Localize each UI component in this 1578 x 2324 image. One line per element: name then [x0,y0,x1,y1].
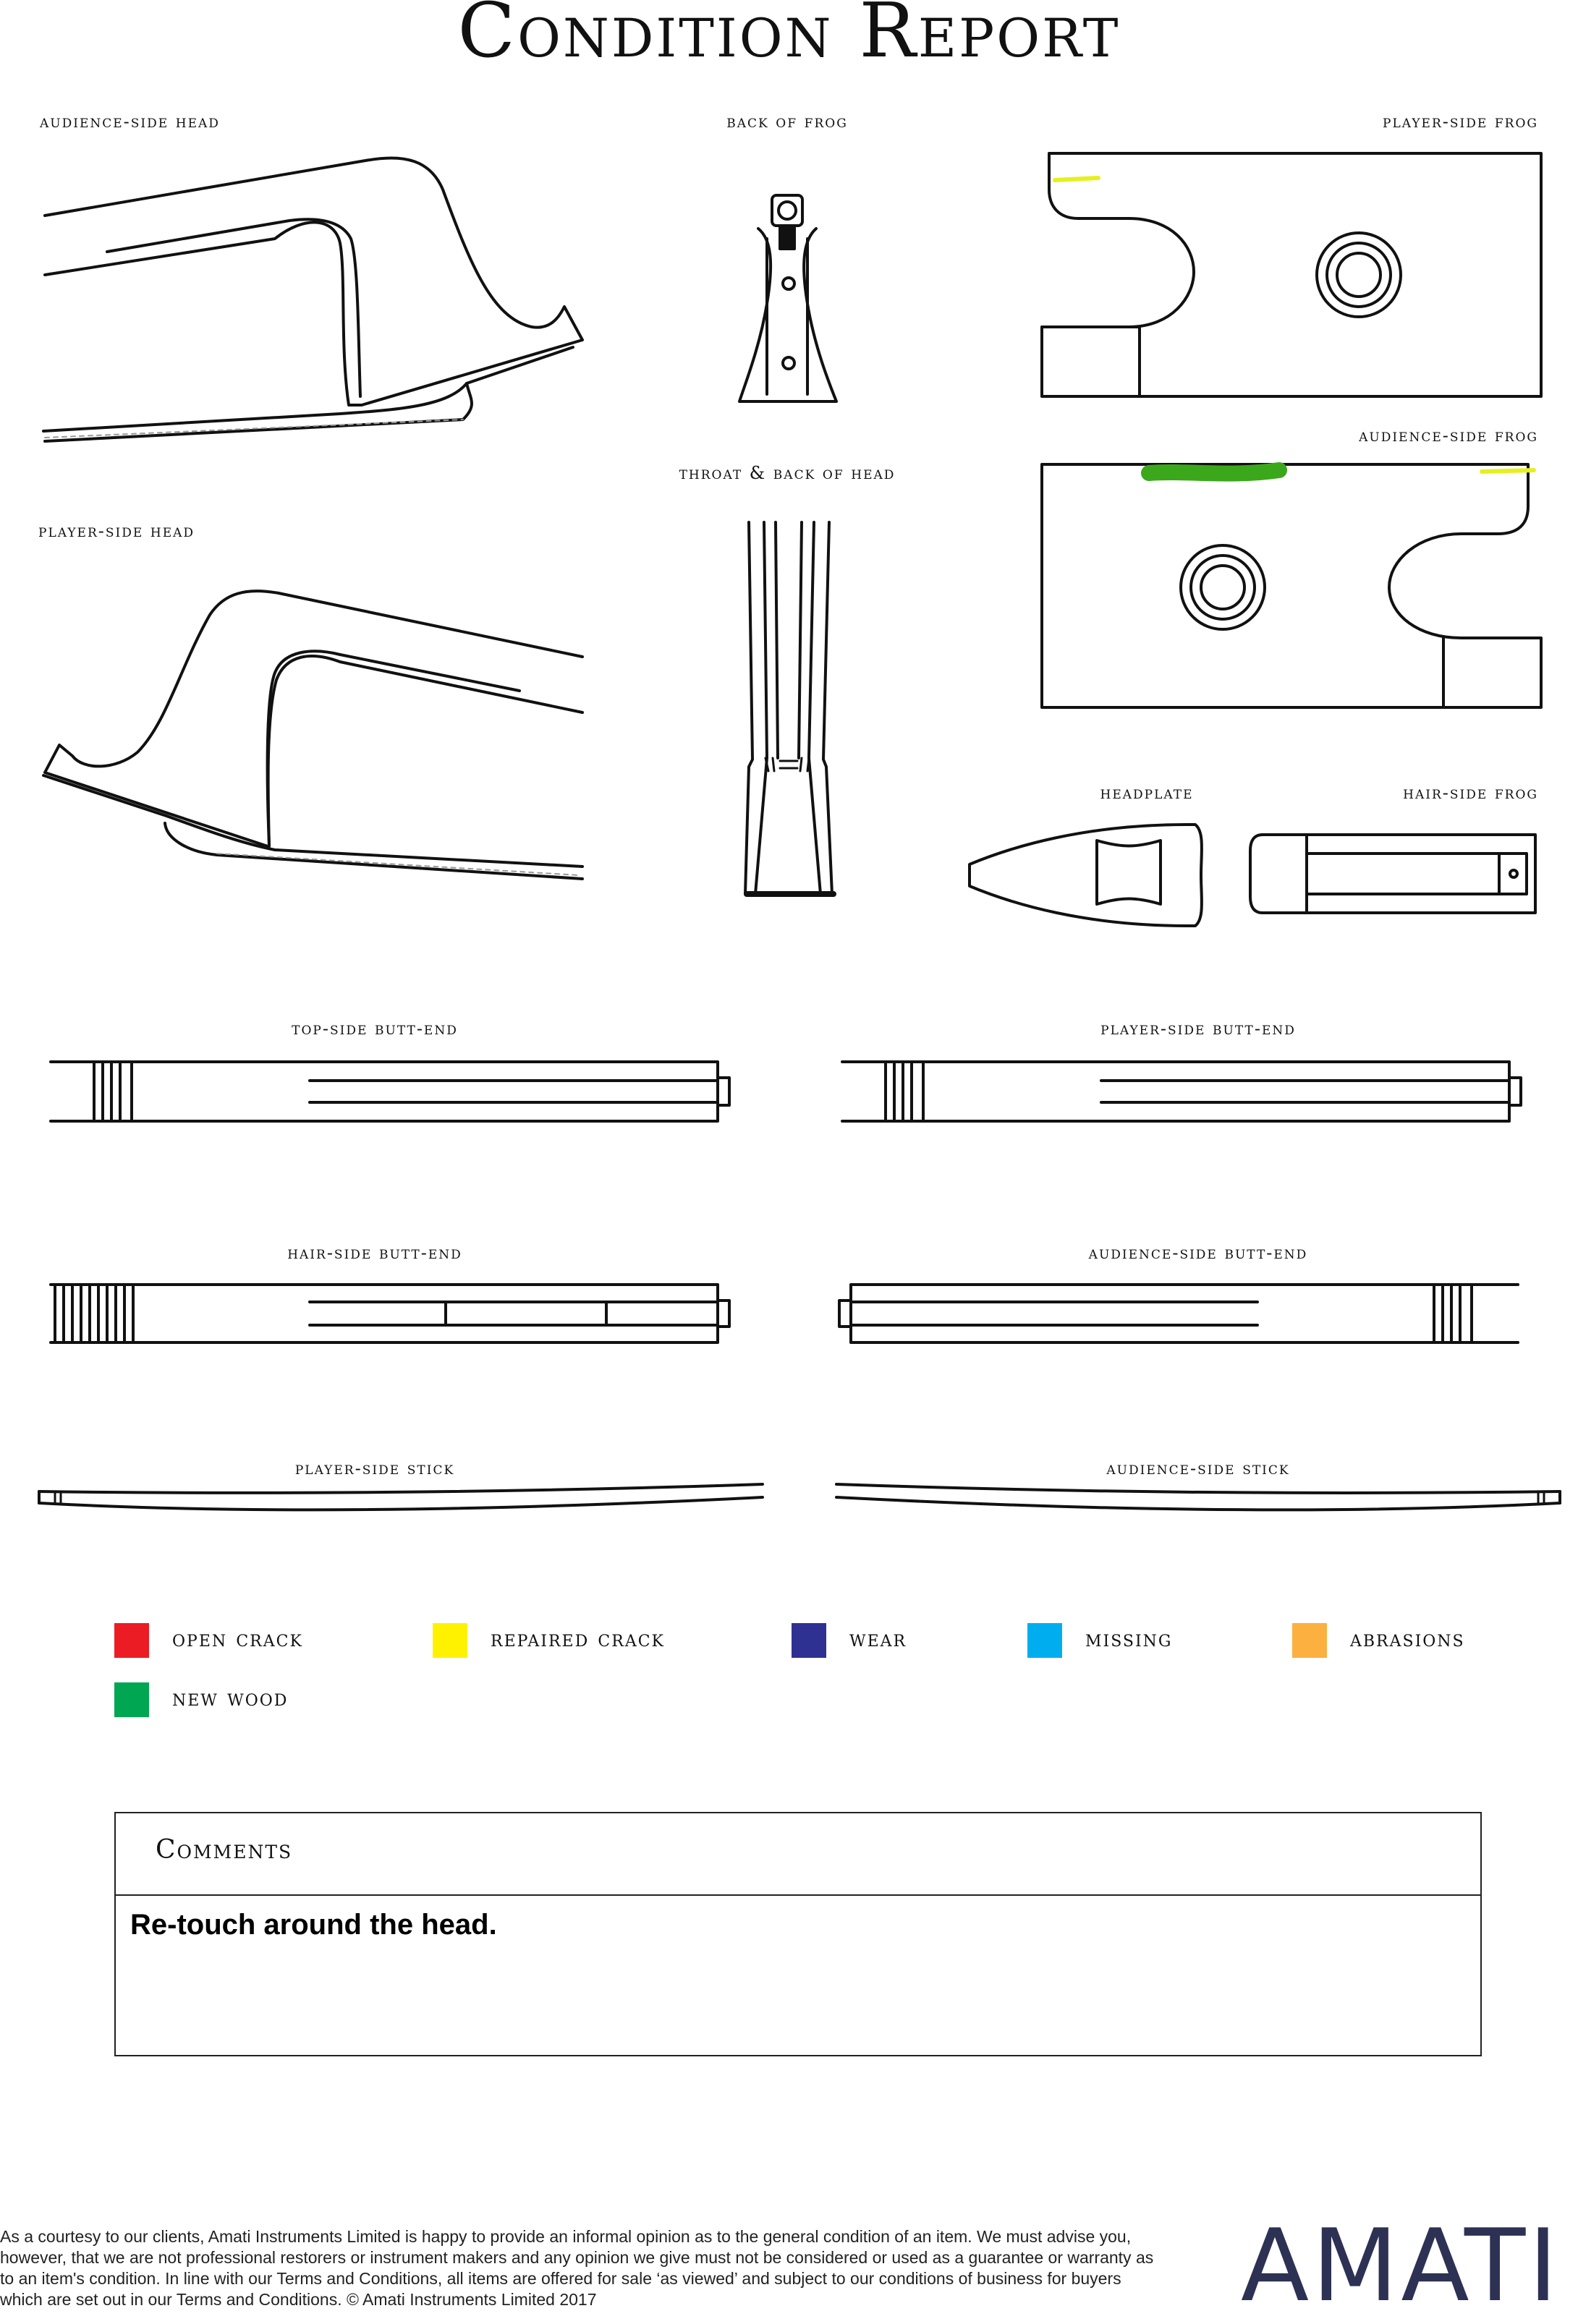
label-hair-side-frog: hair-side frog [1403,783,1538,803]
legend-swatch-repaired-crack [433,1623,467,1658]
audience-side-frog-drawing [1042,464,1541,707]
player-side-head-drawing [43,591,582,879]
legend-swatch-missing [1027,1623,1062,1658]
amati-logo: AMATI [1240,2208,1561,2324]
top-side-butt-end-drawing [51,1062,729,1121]
legend-label-abrasions: abrasions [1350,1625,1465,1652]
label-hair-side-butt-end: hair-side butt-end [287,1243,462,1263]
legend-swatch-wear [792,1623,826,1658]
label-throat-back-of-head: throat & back of head [679,463,896,483]
throat-back-of-head-drawing [745,522,833,894]
legend-label-wear: wear [849,1625,907,1652]
label-audience-side-frog: audience-side frog [1359,425,1538,446]
label-player-side-stick: player-side stick [294,1458,455,1478]
disclaimer-text: As a courtesy to our clients, Amati Instruments Limited is happy to provide an informal opinion as to the general condition of an item. We must advise you, however, that we are not professional restorers or instrument makers and any opinion we give must not be considered or used as a guarantee or warranty as to an item's condition. In line with our Terms and Conditions, all items are offered for sale ‘as viewed’ and subject to our conditions of business for buyers which are set out in our Terms and Conditions. © Amati Instruments Limited 2017 [0,2227,1154,2309]
label-headplate: headplate [1100,783,1194,803]
label-top-side-butt-end: top-side butt-end [292,1018,458,1039]
player-side-frog-drawing [1042,153,1541,396]
audience-side-head-drawing [43,158,582,441]
audience-side-butt-end-drawing [839,1285,1518,1342]
legend-swatch-new-wood [114,1682,149,1717]
player-side-butt-end-drawing [842,1062,1521,1121]
label-player-side-frog: player-side frog [1383,111,1538,132]
new-wood-mark [1149,470,1279,474]
hair-side-frog-drawing [1250,835,1535,913]
headplate-drawing [970,825,1202,926]
repaired-crack-mark-2 [1482,470,1534,472]
label-player-side-butt-end: player-side butt-end [1100,1018,1296,1039]
repaired-crack-mark-1 [1055,178,1098,180]
label-audience-side-head: audience-side head [40,111,220,132]
label-audience-side-butt-end: audience-side butt-end [1088,1243,1308,1263]
label-back-of-frog: back of frog [726,111,848,132]
legend-label-new-wood: new wood [172,1684,289,1711]
comments-text[interactable]: Re-touch around the head. [130,1909,497,1941]
legend-swatch-abrasions [1292,1623,1327,1658]
audience-side-stick-drawing [836,1484,1560,1510]
back-of-frog-drawing [739,195,836,401]
page-title: Condition Report [457,0,1121,75]
comments-box [114,1812,1482,2056]
legend-label-missing: missing [1085,1625,1173,1652]
legend-label-open-crack: open crack [172,1625,303,1652]
label-player-side-head: player-side head [38,521,195,541]
player-side-stick-drawing [39,1484,763,1510]
comments-divider [116,1894,1480,1896]
legend-label-repaired-crack: repaired crack [491,1625,665,1652]
legend-swatch-open-crack [114,1623,149,1658]
hair-side-butt-end-drawing [51,1285,729,1342]
label-audience-side-stick: audience-side stick [1106,1458,1290,1478]
comments-heading: Comments [156,1835,293,1865]
